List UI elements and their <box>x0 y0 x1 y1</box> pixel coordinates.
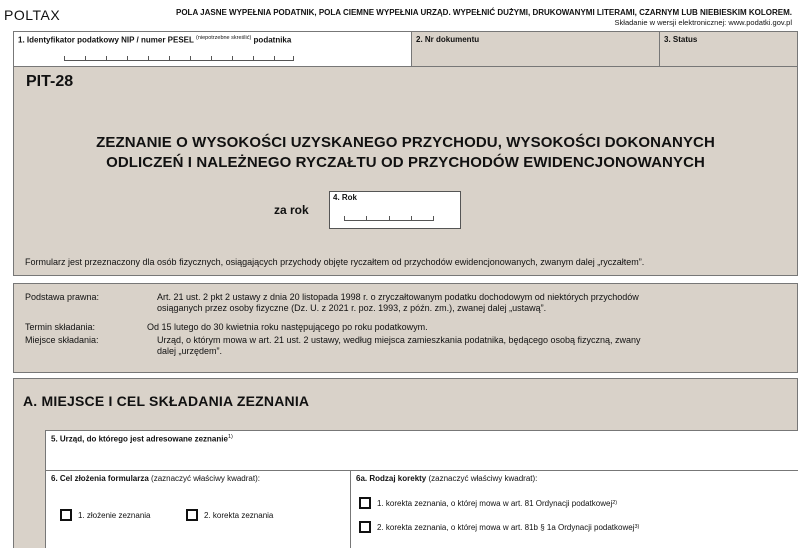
legal-basis-row <box>25 292 795 316</box>
filing-checkbox[interactable] <box>60 509 72 521</box>
za-rok-label: za rok <box>274 203 309 217</box>
tax-office-footnote: 1) <box>227 434 233 440</box>
form-title-line2: ODLICZEŃ I NALEŻNEGO RYCZAŁTU OD PRZYCHODÓW EWIDENCJONOWANYCH <box>106 154 705 171</box>
correction-type-label-text: 6a. Rodzaj korekty <box>356 474 427 483</box>
correction-81-checkbox[interactable] <box>359 497 371 509</box>
document-number-field <box>412 32 660 66</box>
year-label: 4. Rok <box>333 193 358 202</box>
correction-81-label: 1. korekta zeznania, o której mowa w art. 81 Ordynacji podatkowej <box>377 498 613 508</box>
correction-type-hint: (zaznaczyć właściwy kwadrat): <box>428 474 538 483</box>
form-title <box>14 133 797 173</box>
nip-digit-ticks <box>64 56 294 61</box>
place-line1: Urząd, o którym mowa w art. 21 ust. 2 ustawy, według miejsca zamieszkania podatnika, będącego osobą fizyczną, zwany <box>157 335 641 345</box>
year-field[interactable] <box>329 191 461 229</box>
correction-checkbox[interactable] <box>186 509 198 521</box>
place-key: Miejsce składania: <box>25 335 99 345</box>
form-title-block <box>13 66 798 276</box>
form-purpose: Formularz jest przeznaczony dla osób fizycznych, osiągających przychody objęte ryczałtem od przychodów ewidencjonowanych, zwanym dalej „ryczałtem”. <box>25 257 645 267</box>
place-line2: dalej „urzędem”. <box>157 346 223 356</box>
purpose-hint: (zaznaczyć właściwy kwadrat): <box>151 474 260 483</box>
electronic-filing-note: Składanie w wersji elektronicznej: www.podatki.gov.pl <box>614 18 792 27</box>
tax-office-label <box>51 434 233 444</box>
correction-81b-footnote: 3) <box>634 524 640 530</box>
form-title-line1: ZEZNANIE O WYSOKOŚCI UZYSKANEGO PRZYCHODU, WYSOKOŚCI DOKONANYCH <box>96 134 715 151</box>
correction-option-label: 2. korekta zeznania <box>204 510 274 520</box>
correction-type-option-81[interactable] <box>359 497 617 509</box>
legal-basis-line1: Art. 21 ust. 2 pkt 2 ustawy z dnia 20 listopada 1998 r. o zryczałtowanym podatku dochodowym od niektórych przychodów <box>157 292 639 302</box>
status-label: 3. Status <box>664 35 698 44</box>
deadline-key: Termin składania: <box>25 322 96 332</box>
correction-type-label <box>356 474 537 483</box>
tax-office-field[interactable] <box>45 430 798 470</box>
year-digit-ticks <box>344 216 434 221</box>
legal-basis-block <box>13 283 798 373</box>
nip-pesel-note: (niepotrzebne skreślić) <box>195 35 252 41</box>
fill-instructions: POLA JASNE WYPEŁNIA PODATNIK, POLA CIEMNE WYPEŁNIA URZĄD. WYPEŁNIĆ DUŻYMI, DRUKOWANYMI LITERAMI, CZARNYM LUB NIEBIESKIM KOLOREM. <box>176 8 792 17</box>
tax-office-label-text: 5. Urząd, do którego jest adresowane zeznanie <box>51 434 228 444</box>
purpose-field <box>46 471 351 548</box>
purpose-label-text: 6. Cel złożenia formularza <box>51 474 149 483</box>
form-code: PIT-28 <box>26 73 74 90</box>
place-value <box>157 335 787 357</box>
filing-option-label: 1. złożenie zeznania <box>78 510 151 520</box>
status-field <box>660 32 797 66</box>
purpose-option-correction[interactable] <box>186 509 273 521</box>
deadline-value: Od 15 lutego do 30 kwietnia roku następującego po roku podatkowym. <box>147 322 428 332</box>
correction-type-field <box>351 471 799 548</box>
section-a-title: A. MIEJSCE I CEL SKŁADANIA ZEZNANIA <box>23 393 310 409</box>
purpose-row <box>45 470 798 548</box>
correction-81b-label: 2. korekta zeznania, o której mowa w art. 81b § 1a Ordynacji podatkowej <box>377 522 635 532</box>
correction-type-option-81b[interactable] <box>359 521 639 533</box>
purpose-option-filing[interactable] <box>60 509 151 521</box>
place-row <box>25 335 795 359</box>
document-number-label: 2. Nr dokumentu <box>416 35 480 44</box>
section-a <box>13 378 798 548</box>
purpose-label <box>51 474 260 483</box>
legal-basis-line2: osiąganych przez osoby fizyczne (Dz. U. z 2021 r. poz. 1993, z późn. zm.), zwanej dalej „ustawą”. <box>157 303 547 313</box>
deadline-row <box>25 322 795 334</box>
nip-pesel-label: 1. Identyfikator podatkowy NIP / numer PESEL <box>18 35 194 45</box>
nip-pesel-field[interactable] <box>14 32 412 66</box>
correction-81-footnote: 2) <box>612 500 618 506</box>
legal-basis-value <box>157 292 787 314</box>
correction-81b-checkbox[interactable] <box>359 521 371 533</box>
legal-basis-key: Podstawa prawna: <box>25 292 100 302</box>
nip-pesel-suffix: podatnika <box>253 35 292 45</box>
header-instructions <box>176 8 792 28</box>
poltax-brand: POLTAX <box>4 7 61 23</box>
identifier-row <box>13 31 798 67</box>
